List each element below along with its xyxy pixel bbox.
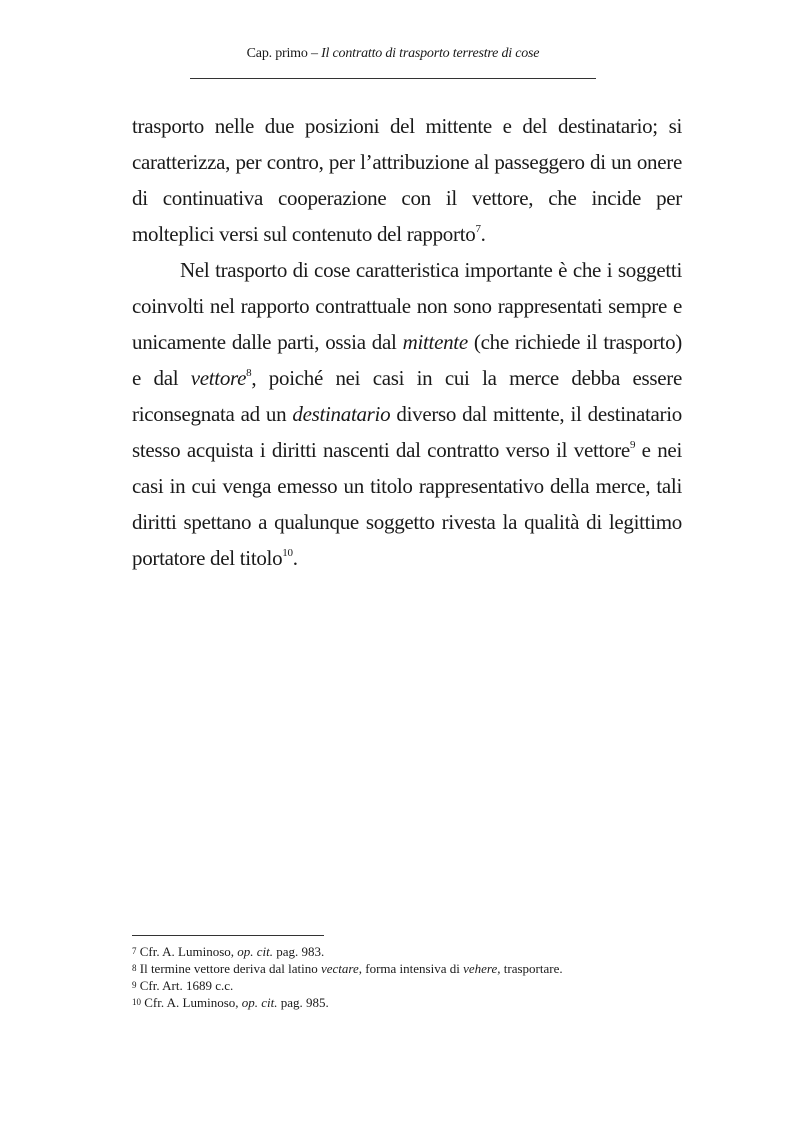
footnote-7 (132, 943, 692, 960)
running-header (190, 46, 596, 62)
paragraph-2-text-4: diverso dal mittente, il destinatario stesso acquista i diritti nascenti dal contratto verso il vettore (132, 402, 682, 462)
footnote-number: 7 (132, 946, 137, 956)
footnote-8 (132, 960, 692, 977)
paragraph-1 (132, 108, 682, 252)
paragraph-2-end: . (292, 546, 298, 570)
header-title: Il contratto di trasporto terrestre di cose (321, 46, 540, 61)
footnotes (132, 943, 692, 1011)
paragraph-1-text: trasporto nelle due posizioni del mittente e del destinatario; si caratterizza, per contro, per l’attribuzione al passeggero di un onere di continuativa cooperazione con il vettore, che incide per molteplici versi sul contenuto del rapporto (132, 114, 682, 246)
footnote-italic: vectare (320, 961, 359, 976)
footnote-text: , forma intensiva di (358, 961, 464, 976)
term-destinatario: destinatario (292, 402, 391, 426)
footnote-text: pag. 983. (273, 944, 325, 959)
footnote-number: 8 (132, 963, 137, 973)
footnote-text: Cfr. A. Luminoso, (141, 995, 242, 1010)
footnote-ref-10: 10 (282, 547, 293, 559)
footnote-text: Cfr. Art. 1689 c.c. (136, 978, 234, 993)
footnote-italic: vehere (463, 961, 498, 976)
paragraph-2-text-2: (che richiede il trasporto) e dal (132, 330, 682, 390)
footnote-10 (132, 994, 692, 1011)
header-chapter: Cap. primo – (246, 46, 322, 61)
paragraph-2-text-1: Nel trasporto di cose caratteristica importante è che i soggetti coinvolti nel rapporto contrattuale non sono rappresentati sempre e unicamente dalle parti, ossia dal (132, 258, 682, 354)
footnote-italic: op. cit. (241, 995, 278, 1010)
paragraph-2-text-3: , poiché nei casi in cui la merce debba essere riconsegnata ad un (132, 366, 682, 426)
header-rule (190, 78, 596, 79)
footnote-text: Cfr. A. Luminoso, (136, 944, 238, 959)
paragraph-2 (132, 252, 682, 576)
footnote-ref-9: 9 (629, 439, 636, 451)
footnote-rule (132, 935, 324, 936)
footnote-text: , trasportare. (497, 961, 563, 976)
footnote-9 (132, 977, 692, 994)
footnote-ref-7: 7 (475, 223, 481, 235)
footnote-text: Il termine vettore deriva dal latino (136, 961, 321, 976)
footnote-text: pag. 985. (277, 995, 329, 1010)
term-vettore: vettore (190, 366, 247, 390)
footnote-number: 10 (132, 997, 141, 1007)
footnote-number: 9 (132, 980, 137, 990)
footnote-italic: op. cit. (237, 944, 274, 959)
term-mittente: mittente (402, 330, 468, 354)
paragraph-1-end: . (480, 222, 486, 246)
footnote-ref-8: 8 (246, 367, 252, 379)
body-text (132, 108, 682, 576)
paragraph-2-text-5: e nei casi in cui venga emesso un titolo rappresentativo della merce, tali diritti spettano a qualunque soggetto rivesta la qualità di legittimo portatore del titolo (132, 438, 682, 570)
